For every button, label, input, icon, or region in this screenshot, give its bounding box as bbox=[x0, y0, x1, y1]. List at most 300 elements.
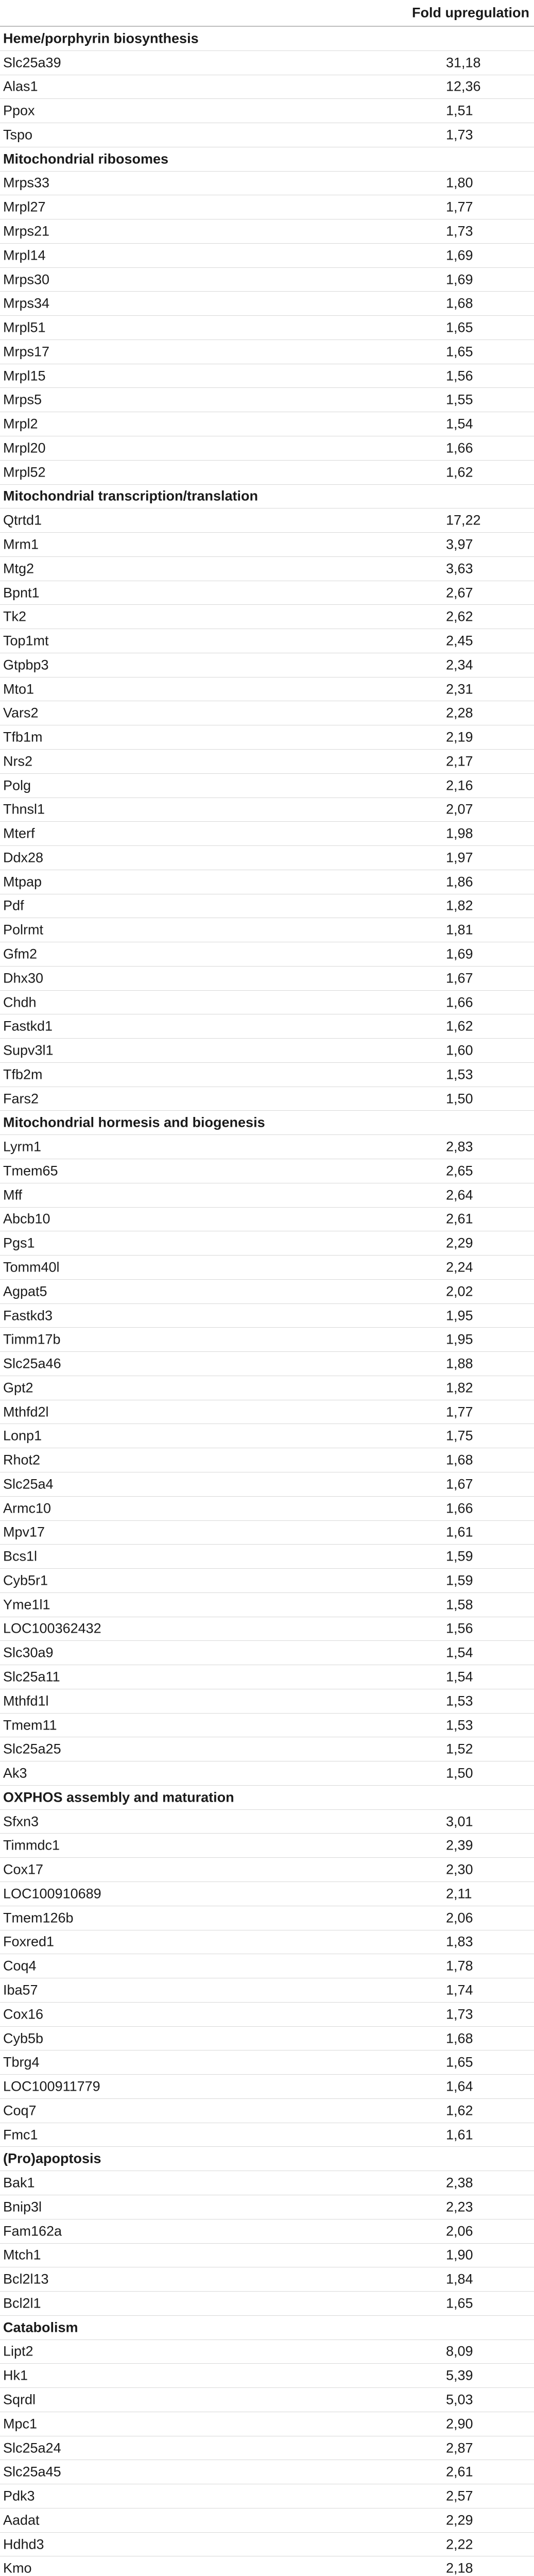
fold-value: 1,61 bbox=[446, 1524, 473, 1540]
fold-value: 1,80 bbox=[446, 175, 473, 191]
table-row bbox=[0, 172, 534, 196]
gene-name: Mrps5 bbox=[3, 392, 42, 408]
table-row bbox=[0, 1593, 534, 1617]
gene-name: Fars2 bbox=[3, 1091, 39, 1107]
gene-name: Bcs1l bbox=[3, 1548, 38, 1564]
fold-value: 1,77 bbox=[446, 199, 473, 215]
gene-name: Mrps33 bbox=[3, 175, 50, 191]
section-heading-row bbox=[0, 485, 534, 509]
gene-name: Mrpl27 bbox=[3, 199, 46, 215]
fold-value: 1,52 bbox=[446, 1741, 473, 1757]
section-title: Mitochondrial ribosomes bbox=[3, 151, 169, 167]
gene-name: Supv3l1 bbox=[3, 1042, 54, 1058]
gene-name: Fastkd3 bbox=[3, 1308, 53, 1323]
table-row bbox=[0, 918, 534, 942]
gene-name: Lyrm1 bbox=[3, 1139, 42, 1155]
table-row bbox=[0, 1641, 534, 1665]
table-row bbox=[0, 1280, 534, 1304]
fold-value: 1,59 bbox=[446, 1548, 473, 1564]
table-row bbox=[0, 1039, 534, 1063]
table-row bbox=[0, 2460, 534, 2484]
gene-name: Tmem11 bbox=[3, 1717, 57, 1733]
table-row bbox=[0, 2509, 534, 2533]
gene-name: Ddx28 bbox=[3, 850, 44, 866]
section-title: Heme/porphyrin biosynthesis bbox=[3, 30, 199, 46]
table-row bbox=[0, 1714, 534, 1738]
gene-name: Pgs1 bbox=[3, 1235, 35, 1251]
table-row bbox=[0, 1135, 534, 1159]
table-row bbox=[0, 2388, 534, 2412]
table-row bbox=[0, 2533, 534, 2557]
section-title: (Pro)apoptosis bbox=[3, 2150, 101, 2166]
table-row bbox=[0, 123, 534, 147]
gene-name: Nrs2 bbox=[3, 753, 33, 769]
table-row bbox=[0, 364, 534, 388]
gene-name: Slc25a11 bbox=[3, 1669, 60, 1685]
fold-value: 1,97 bbox=[446, 850, 473, 866]
table-row bbox=[0, 822, 534, 846]
table-row bbox=[0, 1424, 534, 1448]
table-row bbox=[0, 2340, 534, 2364]
gene-name: Pdk3 bbox=[3, 2488, 35, 2504]
gene-name: Pdf bbox=[3, 897, 24, 913]
table-row bbox=[0, 533, 534, 557]
table-header-row bbox=[0, 0, 534, 27]
table-row bbox=[0, 1665, 534, 1689]
fold-value: 2,02 bbox=[446, 1283, 473, 1299]
fold-value: 1,65 bbox=[446, 319, 473, 335]
table-row bbox=[0, 2267, 534, 2292]
section-heading-row bbox=[0, 27, 534, 51]
fold-value: 1,54 bbox=[446, 416, 473, 432]
gene-name: Bcl2l13 bbox=[3, 2271, 49, 2287]
fold-value: 2,34 bbox=[446, 657, 473, 673]
fold-value: 2,62 bbox=[446, 608, 473, 624]
table-row bbox=[0, 1810, 534, 1834]
fold-value: 2,57 bbox=[446, 2488, 473, 2504]
fold-value: 5,03 bbox=[446, 2392, 473, 2408]
fold-value: 2,16 bbox=[446, 777, 473, 793]
gene-name: Tomm40l bbox=[3, 1259, 60, 1275]
gene-name: Lonp1 bbox=[3, 1428, 42, 1444]
fold-value: 2,17 bbox=[446, 753, 473, 769]
fold-value: 1,68 bbox=[446, 295, 473, 311]
table-row bbox=[0, 942, 534, 967]
gene-name: Fam162a bbox=[3, 2223, 62, 2239]
table-row bbox=[0, 1448, 534, 1472]
gene-name: Mrps17 bbox=[3, 344, 50, 360]
table-row bbox=[0, 1545, 534, 1569]
fold-value: 2,90 bbox=[446, 2416, 473, 2432]
table-row bbox=[0, 991, 534, 1015]
gene-name: Hk1 bbox=[3, 2367, 28, 2383]
table-row bbox=[0, 2003, 534, 2027]
gene-name: Gfm2 bbox=[3, 946, 38, 962]
fold-value: 1,50 bbox=[446, 1091, 473, 1107]
table-row bbox=[0, 1159, 534, 1183]
table-row bbox=[0, 2171, 534, 2195]
fold-value: 1,68 bbox=[446, 1452, 473, 1468]
gene-name: Polg bbox=[3, 777, 31, 793]
fold-value: 1,53 bbox=[446, 1693, 473, 1709]
table-row bbox=[0, 268, 534, 292]
fold-value: 2,87 bbox=[446, 2440, 473, 2456]
gene-name: Fastkd1 bbox=[3, 1018, 53, 1034]
table-row bbox=[0, 1304, 534, 1328]
fold-value: 1,73 bbox=[446, 223, 473, 239]
fold-value: 1,64 bbox=[446, 2078, 473, 2094]
table-row bbox=[0, 2244, 534, 2268]
table-row bbox=[0, 894, 534, 919]
gene-name: Mtch1 bbox=[3, 2247, 41, 2263]
fold-value: 3,01 bbox=[446, 1814, 473, 1829]
gene-name: Slc25a45 bbox=[3, 2464, 61, 2480]
gene-name: Tk2 bbox=[3, 608, 27, 624]
table-row bbox=[0, 557, 534, 581]
fold-value: 1,73 bbox=[446, 2006, 473, 2022]
fold-value: 1,54 bbox=[446, 1669, 473, 1685]
gene-name: Fmc1 bbox=[3, 2127, 38, 2143]
fold-value: 2,29 bbox=[446, 2512, 473, 2528]
fold-value: 1,81 bbox=[446, 922, 473, 938]
gene-name: Mto1 bbox=[3, 681, 35, 697]
fold-value: 1,88 bbox=[446, 1355, 473, 1371]
table-row bbox=[0, 2436, 534, 2461]
fold-value: 1,69 bbox=[446, 272, 473, 287]
table-row bbox=[0, 1521, 534, 1545]
fold-value: 1,58 bbox=[446, 1597, 473, 1613]
table-row bbox=[0, 2075, 534, 2099]
gene-name: Gtpbp3 bbox=[3, 657, 49, 673]
gene-name: Rhot2 bbox=[3, 1452, 41, 1468]
fold-value: 1,73 bbox=[446, 127, 473, 143]
fold-value: 3,63 bbox=[446, 561, 473, 577]
fold-value: 1,62 bbox=[446, 1018, 473, 1034]
table-row bbox=[0, 1497, 534, 1521]
table-row bbox=[0, 1208, 534, 1232]
table-row bbox=[0, 581, 534, 605]
table-row bbox=[0, 1761, 534, 1786]
gene-name: LOC100910689 bbox=[3, 1886, 101, 1902]
gene-name: Slc25a46 bbox=[3, 1355, 61, 1371]
table-row bbox=[0, 677, 534, 702]
gene-name: Mpv17 bbox=[3, 1524, 45, 1540]
gene-name: Tbrg4 bbox=[3, 2054, 40, 2070]
table-row bbox=[0, 629, 534, 653]
gene-name: Mrpl20 bbox=[3, 440, 46, 456]
gene-name: Vars2 bbox=[3, 705, 39, 721]
table-row bbox=[0, 1954, 534, 1978]
fold-value: 2,30 bbox=[446, 1861, 473, 1877]
fold-value: 2,61 bbox=[446, 2464, 473, 2480]
table-row bbox=[0, 870, 534, 894]
fold-value: 1,95 bbox=[446, 1308, 473, 1323]
gene-name: Mterf bbox=[3, 825, 35, 841]
gene-name: Slc25a24 bbox=[3, 2440, 61, 2456]
fold-value: 2,11 bbox=[446, 1886, 472, 1902]
table-row bbox=[0, 1376, 534, 1400]
fold-value: 1,67 bbox=[446, 1476, 473, 1492]
section-heading-row bbox=[0, 2316, 534, 2340]
fold-value: 1,82 bbox=[446, 1380, 473, 1396]
gene-name: Ppox bbox=[3, 103, 35, 118]
table-row bbox=[0, 2027, 534, 2051]
table-row bbox=[0, 1063, 534, 1087]
fold-value: 2,22 bbox=[446, 2536, 473, 2552]
fold-value: 2,67 bbox=[446, 585, 473, 600]
fold-value: 2,39 bbox=[446, 1837, 473, 1853]
gene-name: Mrpl14 bbox=[3, 247, 46, 263]
table-row bbox=[0, 412, 534, 436]
table-row bbox=[0, 1906, 534, 1930]
table-row bbox=[0, 2219, 534, 2244]
gene-name: Yme1l1 bbox=[3, 1597, 50, 1613]
table-row bbox=[0, 1014, 534, 1039]
table-row bbox=[0, 1689, 534, 1714]
gene-name: Mrpl52 bbox=[3, 464, 46, 480]
fold-value: 2,83 bbox=[446, 1139, 473, 1155]
gene-name: Sfxn3 bbox=[3, 1814, 39, 1829]
gene-name: Mff bbox=[3, 1187, 23, 1203]
fold-value: 1,83 bbox=[446, 1934, 473, 1950]
fold-value: 2,38 bbox=[446, 2175, 473, 2191]
gene-name: LOC100362432 bbox=[3, 1620, 101, 1636]
table-row bbox=[0, 1256, 534, 1280]
section-title: Mitochondrial transcription/translation bbox=[3, 488, 259, 504]
fold-value: 2,64 bbox=[446, 1187, 473, 1203]
table-row bbox=[0, 2195, 534, 2219]
gene-name: Slc25a39 bbox=[3, 55, 61, 71]
fold-value: 1,53 bbox=[446, 1066, 473, 1082]
fold-value: 1,78 bbox=[446, 1958, 473, 1974]
gene-name: Timm17b bbox=[3, 1331, 61, 1347]
gene-name: Iba57 bbox=[3, 1982, 38, 1998]
gene-name: Hdhd3 bbox=[3, 2536, 44, 2552]
gene-name: Cyb5r1 bbox=[3, 1572, 48, 1588]
gene-name: Mrps30 bbox=[3, 272, 50, 287]
fold-value: 1,66 bbox=[446, 440, 473, 456]
fold-value: 2,45 bbox=[446, 633, 473, 649]
section-heading-row bbox=[0, 1111, 534, 1136]
table-row bbox=[0, 1183, 534, 1208]
table-row bbox=[0, 1617, 534, 1641]
gene-name: Cox16 bbox=[3, 2006, 44, 2022]
gene-name: Mrps21 bbox=[3, 223, 50, 239]
gene-name: Tmem65 bbox=[3, 1163, 58, 1179]
section-heading-row bbox=[0, 1786, 534, 1810]
fold-value: 1,56 bbox=[446, 368, 473, 384]
fold-value: 2,06 bbox=[446, 1910, 473, 1926]
table-row bbox=[0, 1882, 534, 1906]
gene-name: Polrmt bbox=[3, 922, 44, 938]
table-row bbox=[0, 2123, 534, 2147]
fold-value: 1,54 bbox=[446, 1645, 473, 1660]
fold-value: 1,68 bbox=[446, 2030, 473, 2046]
table-row bbox=[0, 725, 534, 750]
section-title: OXPHOS assembly and maturation bbox=[3, 1789, 234, 1805]
fold-value: 1,53 bbox=[446, 1717, 473, 1733]
fold-value: 2,07 bbox=[446, 801, 473, 817]
fold-value: 1,86 bbox=[446, 874, 473, 890]
gene-name: Qtrtd1 bbox=[3, 512, 42, 528]
table-row bbox=[0, 388, 534, 413]
fold-value: 1,62 bbox=[446, 2103, 473, 2119]
fold-value: 12,36 bbox=[446, 78, 481, 94]
gene-name: Kmo bbox=[3, 2560, 32, 2576]
table-row bbox=[0, 195, 534, 219]
gene-name: Cyb5b bbox=[3, 2030, 44, 2046]
gene-name: Ak3 bbox=[3, 1765, 27, 1781]
gene-name: Thnsl1 bbox=[3, 801, 45, 817]
fold-value: 2,18 bbox=[446, 2560, 473, 2576]
table-row bbox=[0, 2484, 534, 2509]
fold-value: 1,61 bbox=[446, 2127, 473, 2143]
table-row bbox=[0, 1569, 534, 1593]
table-row bbox=[0, 2412, 534, 2436]
fold-value: 2,29 bbox=[446, 1235, 473, 1251]
header-fold-upregulation: Fold upregulation bbox=[412, 5, 529, 21]
table-row bbox=[0, 244, 534, 268]
gene-name: Tmem126b bbox=[3, 1910, 74, 1926]
fold-value: 1,67 bbox=[446, 970, 473, 986]
gene-name: Mrpl2 bbox=[3, 416, 38, 432]
gene-name: Mtg2 bbox=[3, 561, 35, 577]
fold-value: 1,82 bbox=[446, 897, 473, 913]
table-row bbox=[0, 701, 534, 725]
gene-name: Mpc1 bbox=[3, 2416, 38, 2432]
table-row bbox=[0, 1231, 534, 1256]
table-row bbox=[0, 292, 534, 316]
gene-name: Foxred1 bbox=[3, 1934, 55, 1950]
gene-name: Mtpap bbox=[3, 874, 42, 890]
gene-name: Armc10 bbox=[3, 1500, 51, 1516]
fold-value: 3,97 bbox=[446, 536, 473, 552]
fold-value: 1,51 bbox=[446, 103, 473, 118]
table-row bbox=[0, 1737, 534, 1761]
table-row bbox=[0, 1834, 534, 1858]
fold-value: 1,66 bbox=[446, 1500, 473, 1516]
table-row bbox=[0, 461, 534, 485]
fold-value: 2,61 bbox=[446, 1211, 473, 1227]
fold-value: 1,66 bbox=[446, 994, 473, 1010]
gene-name: Bcl2l1 bbox=[3, 2295, 41, 2311]
fold-value: 2,65 bbox=[446, 1163, 473, 1179]
section-title: Catabolism bbox=[3, 2319, 78, 2335]
table-row bbox=[0, 967, 534, 991]
fold-value: 1,95 bbox=[446, 1331, 473, 1347]
gene-name: Alas1 bbox=[3, 78, 38, 94]
table-row bbox=[0, 1352, 534, 1376]
table-row bbox=[0, 1858, 534, 1882]
table-row bbox=[0, 1978, 534, 2003]
gene-name: Mrps34 bbox=[3, 295, 50, 311]
table-row bbox=[0, 846, 534, 870]
fold-value: 8,09 bbox=[446, 2343, 473, 2359]
table-row bbox=[0, 1930, 534, 1955]
table-row bbox=[0, 653, 534, 677]
table-row bbox=[0, 1328, 534, 1352]
gene-name: Gpt2 bbox=[3, 1380, 33, 1396]
gene-name: Mrpl51 bbox=[3, 319, 46, 335]
gene-name: Mrpl15 bbox=[3, 368, 46, 384]
fold-value: 1,90 bbox=[446, 2247, 473, 2263]
table-row bbox=[0, 75, 534, 99]
fold-value: 31,18 bbox=[446, 55, 481, 71]
gene-name: Bnip3l bbox=[3, 2199, 42, 2215]
section-heading-row bbox=[0, 147, 534, 172]
gene-name: Slc25a4 bbox=[3, 1476, 54, 1492]
gene-name: LOC100911779 bbox=[3, 2078, 100, 2094]
fold-value: 2,24 bbox=[446, 1259, 473, 1275]
fold-value: 1,74 bbox=[446, 1982, 473, 1998]
fold-value: 1,59 bbox=[446, 1572, 473, 1588]
gene-name: Abcb10 bbox=[3, 1211, 50, 1227]
gene-name: Top1mt bbox=[3, 633, 49, 649]
fold-value: 1,50 bbox=[446, 1765, 473, 1781]
gene-name: Tfb2m bbox=[3, 1066, 43, 1082]
fold-value: 1,98 bbox=[446, 825, 473, 841]
fold-value: 2,06 bbox=[446, 2223, 473, 2239]
gene-name: Lipt2 bbox=[3, 2343, 33, 2359]
fold-value: 1,56 bbox=[446, 1620, 473, 1636]
fold-value: 2,19 bbox=[446, 729, 473, 745]
table-row bbox=[0, 2364, 534, 2388]
fold-value: 1,65 bbox=[446, 2295, 473, 2311]
table-row bbox=[0, 436, 534, 461]
gene-name: Mthfd1l bbox=[3, 1693, 49, 1709]
gene-name: Dhx30 bbox=[3, 970, 44, 986]
fold-value: 2,23 bbox=[446, 2199, 473, 2215]
fold-value: 2,28 bbox=[446, 705, 473, 721]
table-row bbox=[0, 2557, 534, 2576]
fold-value: 5,39 bbox=[446, 2367, 473, 2383]
fold-value: 1,69 bbox=[446, 247, 473, 263]
table-row bbox=[0, 798, 534, 822]
gene-name: Agpat5 bbox=[3, 1283, 47, 1299]
table-row bbox=[0, 340, 534, 364]
gene-name: Sqrdl bbox=[3, 2392, 36, 2408]
gene-name: Aadat bbox=[3, 2512, 40, 2528]
gene-name: Mthfd2l bbox=[3, 1404, 49, 1420]
table-row bbox=[0, 750, 534, 774]
table-row bbox=[0, 2292, 534, 2316]
table-row bbox=[0, 1472, 534, 1497]
table-row bbox=[0, 1400, 534, 1425]
fold-value: 1,65 bbox=[446, 2054, 473, 2070]
table-row bbox=[0, 316, 534, 340]
gene-name: Cox17 bbox=[3, 1861, 44, 1877]
gene-name: Coq7 bbox=[3, 2103, 37, 2119]
table-row bbox=[0, 219, 534, 244]
table-row bbox=[0, 1087, 534, 1111]
gene-name: Mrm1 bbox=[3, 536, 39, 552]
fold-value: 1,75 bbox=[446, 1428, 473, 1444]
table-row bbox=[0, 605, 534, 629]
gene-name: Timmdc1 bbox=[3, 1837, 60, 1853]
fold-value: 1,62 bbox=[446, 464, 473, 480]
gene-name: Tspo bbox=[3, 127, 33, 143]
gene-name: Slc25a25 bbox=[3, 1741, 61, 1757]
table-row bbox=[0, 51, 534, 75]
gene-name: Chdh bbox=[3, 994, 37, 1010]
gene-name: Tfb1m bbox=[3, 729, 43, 745]
table-row bbox=[0, 2099, 534, 2123]
fold-value: 1,77 bbox=[446, 1404, 473, 1420]
fold-value: 1,55 bbox=[446, 392, 473, 408]
gene-name: Coq4 bbox=[3, 1958, 37, 1974]
table-row bbox=[0, 509, 534, 533]
table-row bbox=[0, 774, 534, 798]
